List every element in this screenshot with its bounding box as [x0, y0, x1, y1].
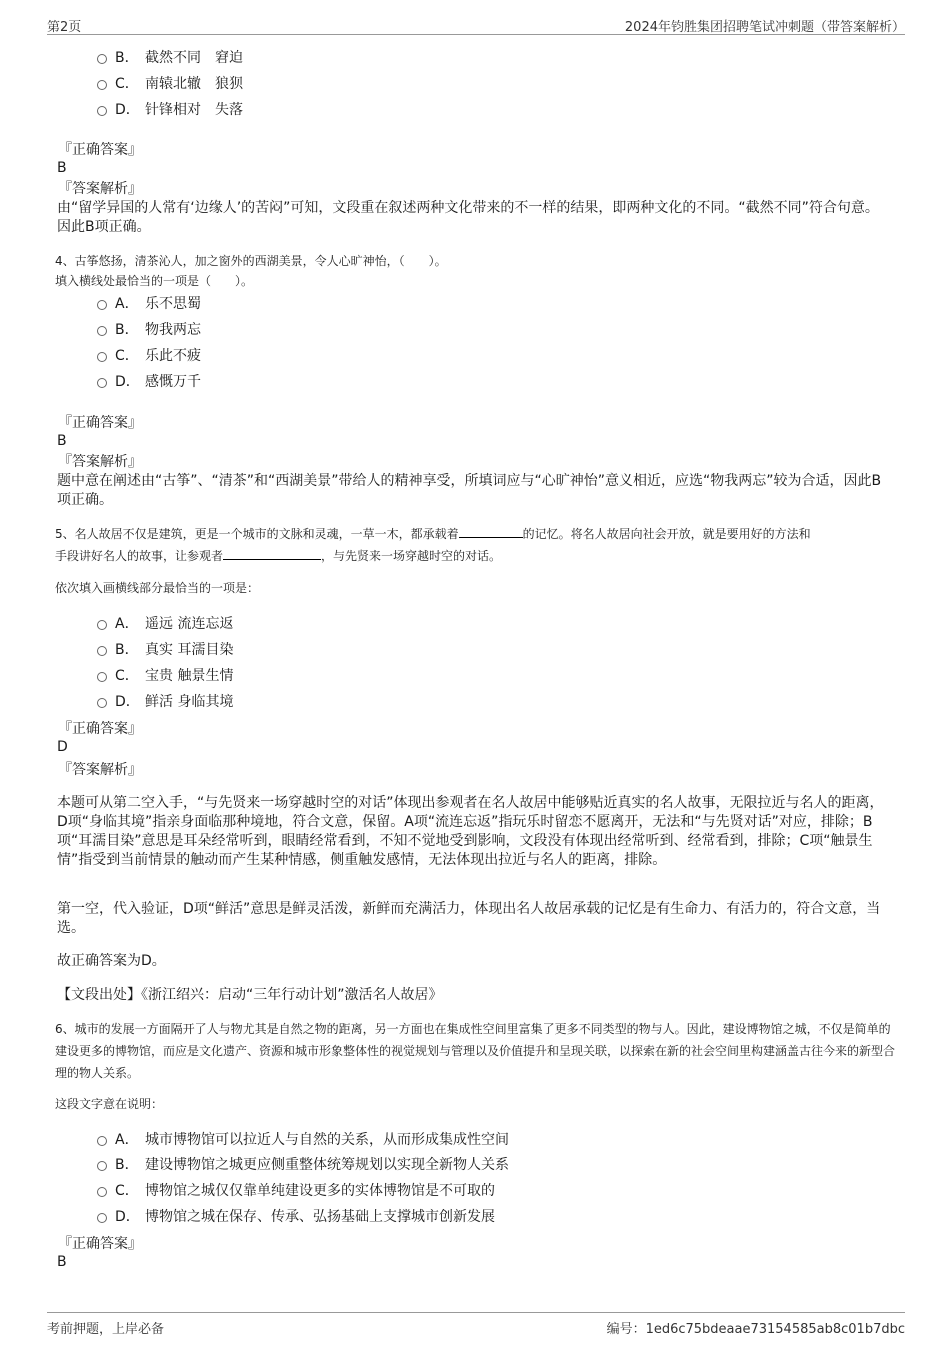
radio-icon[interactable]: [97, 1161, 107, 1171]
q6-prompt: 这段文字意在说明：: [55, 1097, 164, 1111]
analysis-label: 『答案解析』: [58, 762, 142, 778]
page-footer: [47, 1312, 905, 1335]
footer-slogan: 考前押题，上岸必备: [47, 1322, 165, 1337]
radio-icon[interactable]: [97, 106, 107, 116]
q5-analysis-p2: 第一空，代入验证，D项“鲜活”意思是鲜灵活泼，新鲜而充满活力，体现出名人故居承载的记忆是有生命力、有活力的，符合文意，当选。: [57, 901, 881, 936]
radio-icon[interactable]: [97, 80, 107, 90]
correct-answer-label: 『正确答案』: [58, 415, 142, 431]
q5-analysis-p3: 故正确答案为D。: [57, 953, 166, 969]
analysis-label: 『答案解析』: [58, 454, 142, 470]
document-id: 编号：1ed6c75bdeaae73154585ab8c01b7dbc: [606, 1322, 905, 1337]
q6-option-c[interactable]: C． 博物馆之城仅仅靠单纯建设更多的实体博物馆是不可取的: [97, 1181, 495, 1201]
radio-icon[interactable]: [97, 1187, 107, 1197]
blank-1: [459, 537, 523, 538]
radio-icon[interactable]: [97, 326, 107, 336]
radio-icon[interactable]: [97, 646, 107, 656]
radio-icon[interactable]: [97, 352, 107, 362]
radio-icon[interactable]: [97, 378, 107, 388]
q5-answer: D: [57, 739, 68, 755]
radio-icon[interactable]: [97, 698, 107, 708]
q4-option-a[interactable]: A． 乐不思蜀: [97, 294, 201, 314]
page-header: [47, 14, 905, 35]
page-number: 第2页: [47, 20, 82, 35]
q6-answer: B: [57, 1254, 67, 1270]
q5-option-b[interactable]: B． 真实 耳濡目染: [97, 640, 233, 660]
radio-icon[interactable]: [97, 1136, 107, 1146]
q5-option-c[interactable]: C． 宝贵 触景生情: [97, 666, 233, 686]
q4-option-d[interactable]: D． 感慨万千: [97, 372, 201, 392]
radio-icon[interactable]: [97, 1213, 107, 1223]
correct-answer-label: 『正确答案』: [58, 721, 142, 737]
blank-2: [223, 559, 321, 560]
radio-icon[interactable]: [97, 54, 107, 64]
correct-answer-label: 『正确答案』: [58, 1236, 142, 1252]
q4-option-c[interactable]: C． 乐此不疲: [97, 346, 201, 366]
q5-analysis-p1: 本题可从第二空入手，“与先贤来一场穿越时空的对话”体现出参观者在名人故居中能够贴近真实的名人故事，无限拉近与名人的距离，D项“身临其境”指亲身面临那种境地，符合文意，保留。A项“流连忘返”指玩乐时留恋不愿离开，无法和“与先贤对话”对应，排除；B项“耳濡目染”意思是耳朵经常听到，眼睛经常看到，不知不觉地受到影响，文段没有体现出经常听到、经常看到，排除；C项“触景生情”指受到当前情景的触动而产生某种情感，侧重触发感情，无法体现出拉近与名人的距离，排除。: [57, 795, 884, 868]
q4-analysis: 题中意在阐述由“古筝”、“清茶”和“西湖美景”带给人的精神享受，所填词应与“心旷神怡”意义相近，应选“物我两忘”较为合适，因此B项正确。: [57, 473, 882, 508]
q5-source: 【文段出处】《浙江绍兴：启动“三年行动计划”激活名人故居》: [57, 987, 443, 1003]
radio-icon[interactable]: [97, 672, 107, 682]
q6-option-b[interactable]: B． 建设博物馆之城更应侧重整体统筹规划以实现全新物人关系: [97, 1155, 509, 1175]
q6-option-d[interactable]: D． 博物馆之城在保存、传承、弘扬基础上支撑城市创新发展: [97, 1207, 495, 1227]
radio-icon[interactable]: [97, 300, 107, 310]
q3-option-c[interactable]: C． 南辕北辙 狼狈: [97, 74, 243, 94]
q3-option-d[interactable]: D． 针锋相对 失落: [97, 100, 243, 120]
document-title: 2024年钧胜集团招聘笔试冲刺题（带答案解析）: [624, 20, 905, 35]
radio-icon[interactable]: [97, 620, 107, 630]
q5-option-d[interactable]: D． 鲜活 身临其境: [97, 692, 233, 712]
q4-option-b[interactable]: B． 物我两忘: [97, 320, 201, 340]
q3-analysis: 由“留学异国的人常有‘边缘人’的苦闷”可知，文段重在叙述两种文化带来的不一样的结果，即两种文化的不同。“截然不同”符合句意。因此B项正确。: [57, 200, 879, 235]
q4-answer: B: [57, 433, 67, 449]
q3-option-b[interactable]: B． 截然不同 窘迫: [97, 48, 243, 68]
q5-stem: 5、名人故居不仅是建筑，更是一个城市的文脉和灵魂，一草一木，都承载着 的记忆。将名人故居向社会开放，就是要用好的方法和 手段讲好名人的故事，让参观者 ，与先贤来一场穿越时空的对话。: [55, 527, 811, 563]
q4-prompt: 填入横线处最恰当的一项是（ ）。: [55, 274, 254, 288]
q3-answer: B: [57, 160, 67, 176]
q6-stem: 6、城市的发展一方面隔开了人与物尤其是自然之物的距离，另一方面也在集成性空间里富集了更多不同类型的物与人。因此，建设博物馆之城，不仅是简单的建设更多的博物馆，而应是文化遗产、资源和城市形象整体性的视觉规划与管理以及价值提升和呈现关联，以探索在新的社会空间里构建涵盖古往今来的新型合理的物人关系。: [55, 1022, 896, 1080]
q6-option-a[interactable]: A． 城市博物馆可以拉近人与自然的关系，从而形成集成性空间: [97, 1130, 509, 1150]
q5-prompt: 依次填入画横线部分最恰当的一项是：: [55, 581, 260, 595]
q5-option-a[interactable]: A． 遥远 流连忘返: [97, 614, 233, 634]
q4-stem: 4、古筝悠扬，清茶沁人，加之窗外的西湖美景，令人心旷神怡，（ ）。: [55, 254, 447, 268]
correct-answer-label: 『正确答案』: [58, 142, 142, 158]
analysis-label: 『答案解析』: [58, 181, 142, 197]
